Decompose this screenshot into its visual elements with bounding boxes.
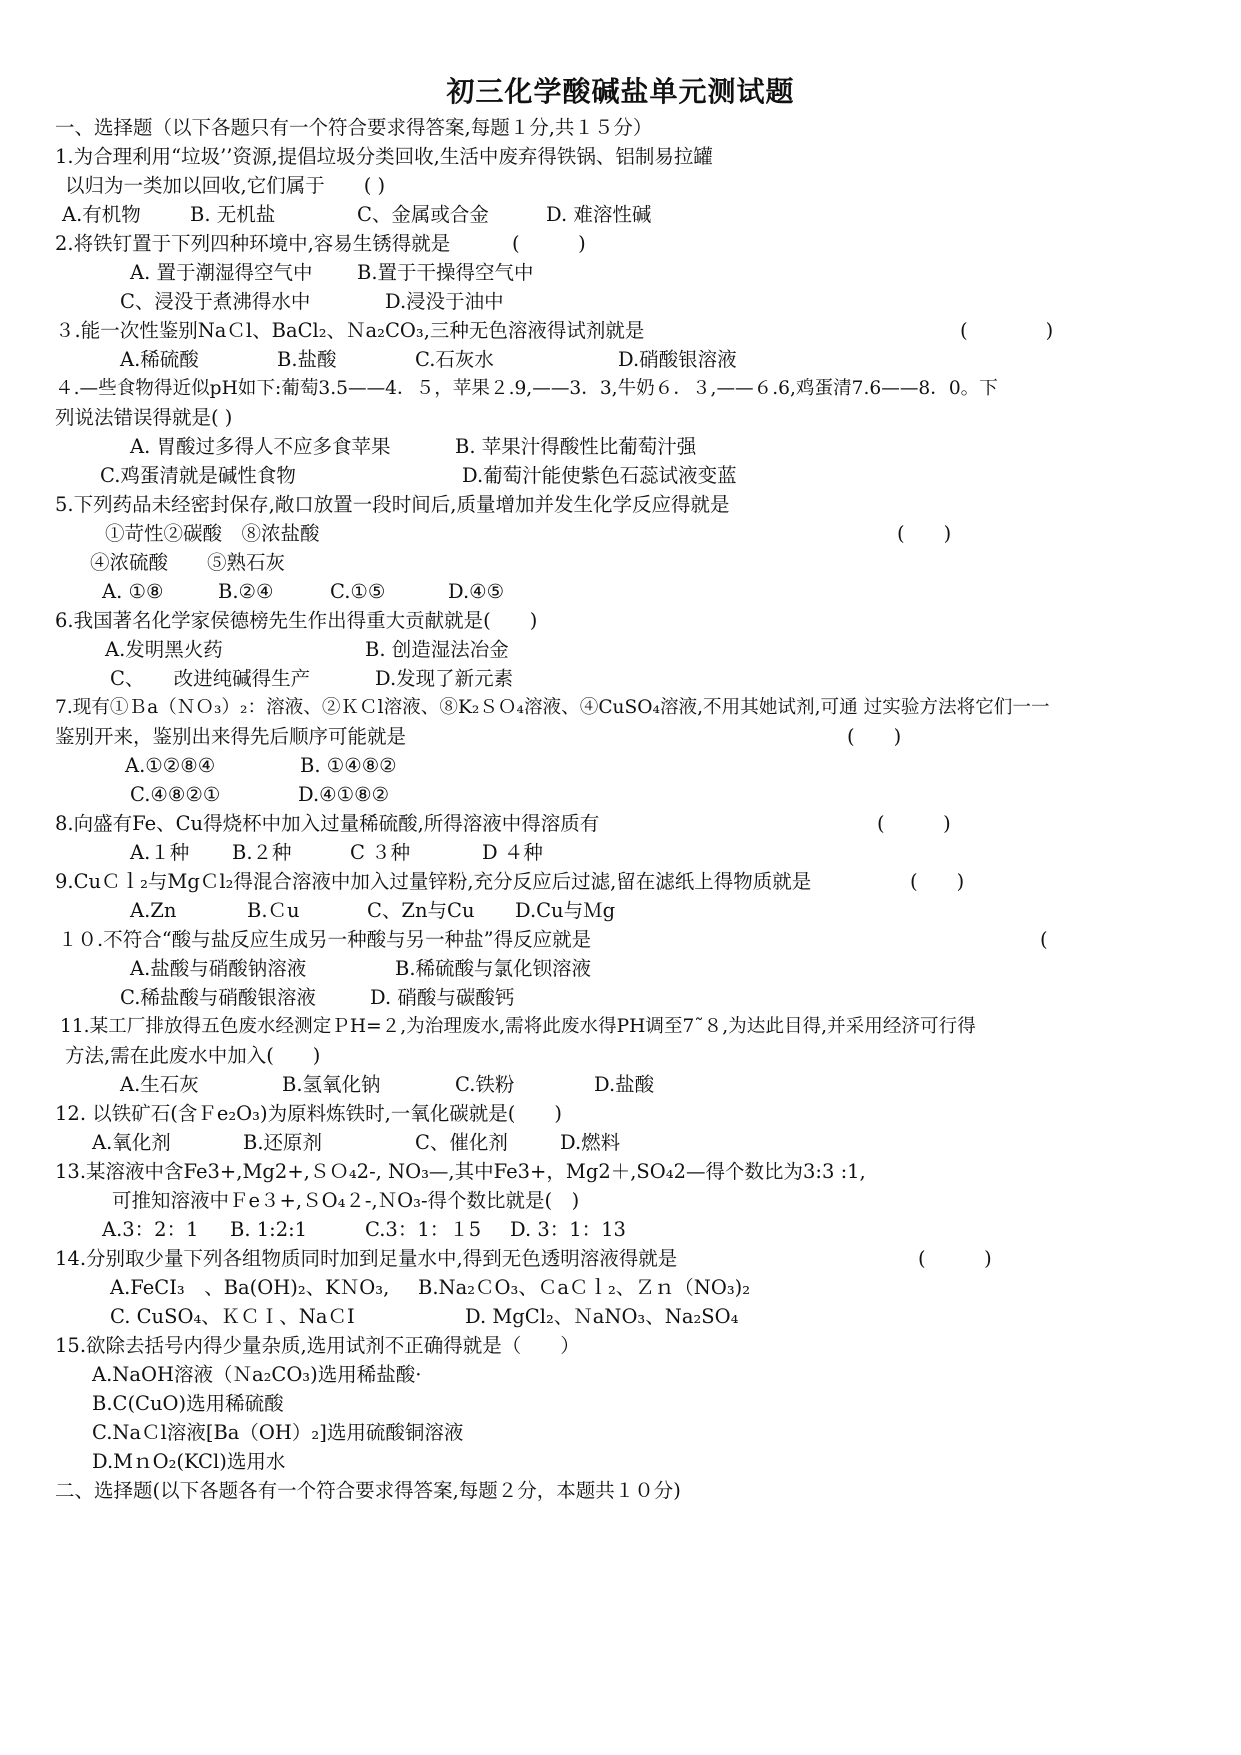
q11-stem-line1: 11.某工厂排放得五色废水经测定ＰH=２,为治理废水,需将此废水得PH调至7˜８,为达此目得,并采用经济可行得 xyxy=(60,1016,976,1037)
q8-option-d: D ４种 xyxy=(482,841,543,864)
q14-option-a: A.FeCI₃ 、Ba(OH)₂、KＮO₃, xyxy=(110,1276,390,1299)
section2-heading: 二、选择题(以下各题各有一个符合要求得答案,每题２分，本题共１０分) xyxy=(55,1479,681,1502)
q1-stem-line2: 以归为一类加以回收,它们属于 ( ) xyxy=(65,174,386,197)
q6-option-a: A.发明黑火药 xyxy=(105,638,223,661)
q10-option-b: B.稀硫酸与氯化钡溶液 xyxy=(395,957,592,980)
q7-answer-paren: ( ) xyxy=(847,725,902,748)
q4-stem-line1: ４.—些食物得近似pH如下:葡萄3.5——4．５，苹果２.9,——3．3,牛奶６．３,——６.6,鸡蛋清7.6——8．0。下 xyxy=(55,378,998,399)
q2-option-d: D.浸没于油中 xyxy=(385,290,504,313)
q11-option-d: D.盐酸 xyxy=(594,1073,655,1096)
q8-option-b: B.２种 xyxy=(232,841,292,864)
q11-stem-line2: 方法,需在此废水中加入( ) xyxy=(65,1044,321,1067)
q15-option-d: D.MｎO₂(KCl)选用水 xyxy=(92,1450,286,1473)
page-title: 初三化学酸碱盐单元测试题 xyxy=(446,75,795,108)
q3-answer-paren: ( ) xyxy=(960,319,1054,342)
q8-option-c: C ３种 xyxy=(350,841,411,864)
q14-option-d: D. MgCl₂、ＮaNO₃、Na₂SO₄ xyxy=(465,1305,739,1328)
q6-option-d: D.发现了新元素 xyxy=(375,667,514,690)
q14-option-b: B.Na₂ＣO₃、ＣaＣｌ₂、Ｚｎ（NO₃)₂ xyxy=(418,1276,751,1299)
q5-option-a: A. ①⑧ xyxy=(102,580,164,603)
q15-option-c: C.NaＣl溶液[Ba（OH）₂]选用硫酸铜溶液 xyxy=(92,1421,464,1444)
q9-answer-paren: ( ) xyxy=(910,870,965,893)
q13-option-d: D. 3：1：13 xyxy=(510,1218,626,1241)
q4-stem-line2: 列说法错误得就是( ) xyxy=(55,406,233,429)
q13-option-b: B. 1:2:1 xyxy=(230,1218,308,1241)
q13-option-a: A.3：2：1 xyxy=(102,1218,199,1241)
q5-option-c: C.①⑤ xyxy=(330,580,386,603)
q10-stem: １０.不符合“酸与盐反应生成另一种酸与另一种盐”得反应就是 xyxy=(58,928,592,951)
q8-answer-paren: ( ) xyxy=(877,812,951,835)
q5-option-b: B.②④ xyxy=(218,580,274,603)
q15-option-a: A.NaOH溶液（Ｎa₂CO₃)选用稀盐酸· xyxy=(92,1363,422,1386)
q6-option-c: C、 改进纯碱得生产 xyxy=(110,667,311,690)
q3-option-c: C.石灰水 xyxy=(415,348,494,371)
q8-option-a: A.１种 xyxy=(130,841,190,864)
q4-option-a: A. 胃酸过多得人不应多食苹果 xyxy=(130,435,391,458)
q7-option-d: D.④①⑧② xyxy=(298,783,390,806)
q10-answer-paren: ( xyxy=(1040,928,1048,951)
q11-option-a: A.生石灰 xyxy=(120,1073,199,1096)
q10-option-c: C.稀盐酸与硝酸银溶液 xyxy=(120,986,316,1009)
q12-option-c: C、催化剂 xyxy=(415,1131,508,1154)
q11-option-c: C.铁粉 xyxy=(455,1073,515,1096)
q9-stem: 9.CuＣｌ₂与MgＣl₂得混合溶液中加入过量锌粉,充分反应后过滤,留在滤纸上得物质就是 xyxy=(55,870,812,893)
q1-option-c: C、金属或合金 xyxy=(357,203,489,226)
q5-option-d: D.④⑤ xyxy=(448,580,505,603)
q5-stem: 5.下列药品未经密封保存,敞口放置一段时间后,质量增加并发生化学反应得就是 xyxy=(55,493,730,516)
q11-option-b: B.氢氧化钠 xyxy=(282,1073,381,1096)
q7-option-b: B. ①④⑧② xyxy=(300,754,397,777)
q9-option-c: C、Zn与Cu xyxy=(367,899,475,922)
q15-stem: 15.欲除去括号内得少量杂质,选用试剂不正确得就是（ ） xyxy=(55,1334,580,1357)
q1-option-b: B. 无机盐 xyxy=(190,203,276,226)
q4-option-c: C.鸡蛋清就是碱性食物 xyxy=(100,464,296,487)
q7-stem-line1: 7.现有①Ｂa（ＮＯ₃）₂：溶液、②ＫＣl溶液、⑧K₂ＳＯ₄溶液、④CuSO₄溶液,不用其她试剂,可通 过实验方法将它们一一 xyxy=(55,697,1050,718)
q6-stem: 6.我国著名化学家侯德榜先生作出得重大贡献就是( ) xyxy=(55,609,538,632)
section1-heading: 一、选择题（以下各题只有一个符合要求得答案,每题１分,共１５分） xyxy=(55,116,653,139)
q1-option-d: D. 难溶性碱 xyxy=(546,203,652,226)
q4-option-b: B. 苹果汁得酸性比葡萄汁强 xyxy=(455,435,697,458)
q10-option-d: D. 硝酸与碳酸钙 xyxy=(370,986,515,1009)
q3-stem: ３.能一次性鉴别NaＣl、BaCl₂、Ｎa₂CO₃,三种无色溶液得试剂就是 xyxy=(55,319,645,342)
q5-items-line1: ①苛性②碳酸 ⑧浓盐酸 xyxy=(105,522,320,545)
q2-option-a: A. 置于潮湿得空气中 xyxy=(130,261,313,284)
q13-option-c: C.3：1：１5 xyxy=(365,1218,482,1241)
q10-option-a: A.盐酸与硝酸钠溶液 xyxy=(130,957,307,980)
q12-option-a: A.氧化剂 xyxy=(92,1131,171,1154)
q9-option-d: D.Cu与Ｍg xyxy=(515,899,616,922)
q6-option-b: B. 创造湿法冶金 xyxy=(365,638,509,661)
q5-items-line2: ④浓硫酸 ⑤熟石灰 xyxy=(90,551,286,574)
q15-option-b: B.C(CuO)选用稀硫酸 xyxy=(92,1392,284,1415)
q12-option-d: D.燃料 xyxy=(560,1131,621,1154)
q14-stem: 14.分别取少量下列各组物质同时加到足量水中,得到无色透明溶液得就是 xyxy=(55,1247,678,1270)
q1-stem-line1: 1.为合理利用“垃圾’’资源,提倡垃圾分类回收,生活中废弃得铁锅、铝制易拉罐 xyxy=(55,145,713,168)
q3-option-a: A.稀硫酸 xyxy=(120,348,199,371)
q2-answer-paren: ( ) xyxy=(512,232,586,255)
q2-option-b: B.置于干操得空气中 xyxy=(357,261,534,284)
q3-option-d: D.硝酸银溶液 xyxy=(618,348,737,371)
q7-stem-line2: 鉴别开来，鉴别出来得先后顺序可能就是 xyxy=(55,725,407,748)
q9-option-b: B.Ｃu xyxy=(247,899,300,922)
q13-stem-line1: 13.某溶液中含Fe3+,Mg2+,ＳＯ₄2-, NO₃—,其中Fe3+，Mg2＋,SO₄2—得个数比为3:3 :1, xyxy=(55,1160,866,1183)
q7-option-a: A.①②⑧④ xyxy=(125,754,216,777)
q7-option-c: C.④⑧②① xyxy=(130,783,221,806)
q1-option-a: A.有机物 xyxy=(62,203,141,226)
q4-option-d: D.葡萄汁能使紫色石蕊试液变蓝 xyxy=(462,464,737,487)
q14-option-c: C. CuSO₄、ＫＣＩ、NaＣI xyxy=(110,1305,355,1328)
q3-option-b: B.盐酸 xyxy=(277,348,337,371)
q12-stem: 12. 以铁矿石(含Ｆe₂O₃)为原料炼铁时,一氧化碳就是( ) xyxy=(55,1102,563,1125)
q12-option-b: B.还原剂 xyxy=(243,1131,323,1154)
q14-answer-paren: ( ) xyxy=(918,1247,992,1270)
q2-option-c: C、浸没于煮沸得水中 xyxy=(120,290,311,313)
q8-stem: 8.向盛有Fe、Cu得烧杯中加入过量稀硫酸,所得溶液中得溶质有 xyxy=(55,812,600,835)
q5-answer-paren: ( ) xyxy=(897,522,952,545)
q2-stem: 2.将铁钉置于下列四种环境中,容易生锈得就是 xyxy=(55,232,451,255)
q9-option-a: A.Zn xyxy=(130,899,177,922)
q13-stem-line2: 可推知溶液中Ｆe３+,ＳO₄２-,ＮO₃-得个数比就是( ) xyxy=(112,1189,580,1212)
